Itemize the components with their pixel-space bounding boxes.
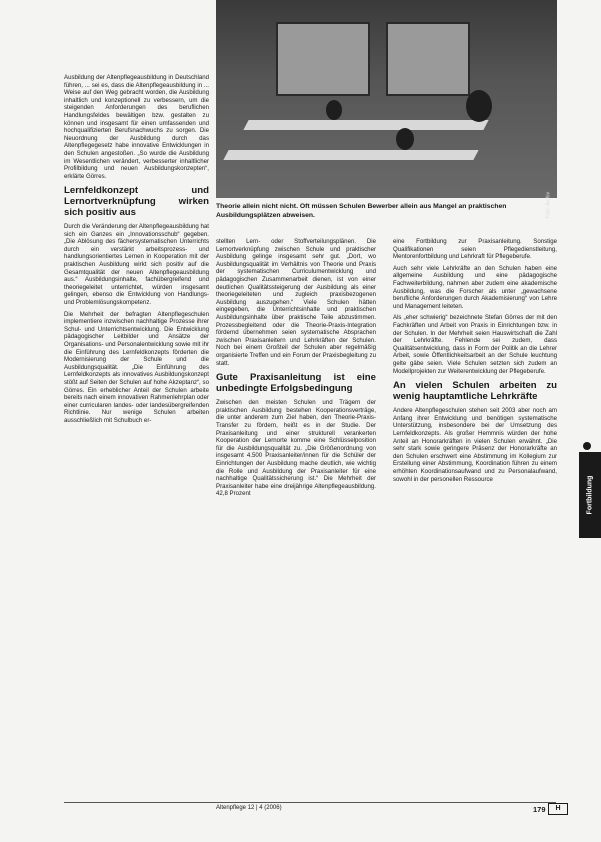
student-figure (466, 90, 492, 122)
photo-credit: Foto: Archiv (545, 192, 551, 219)
section-tab (579, 452, 601, 538)
paragraph: Durch die Veränderung der Altenpflegeausbildung hat sich ein Ganzes ein „Innovationsschub“ gegeben. „Die Ablösung des fächersystematischen Unterrichts durch ein verstärkt arbeitsprozess- und handlungsorientiertes Lernen in Kooperation mit der praktischen Ausbildung wirkt sich positiv auf die Gesamtqualität der neuen Altenpflegeausbildung aus.“ Ausbildungsinhalte, fachübergreifend und theoriegeleitet unterrichtet, würden insgesamt gelingen, ebenso die Entwicklung von Handlungs- und Problemlösungskompetenz. (64, 223, 209, 307)
paragraph: eine Fortbildung zur Praxisanleitung. Sonstige Qualifikationen seien Pflegedienstleitung, Mentorenfortbildung und Lehrkraft für Pflegeberufe. (393, 238, 557, 261)
section-heading: An vielen Schulen arbeiten zu wenig hauptamtliche Lehrkräfte (393, 380, 557, 402)
paragraph: Andere Altenpflegeschulen stehen seit 2003 aber noch am Anfang ihrer Entwicklung und benötigen systematische Unterstützung, insbesondere bei der Umsetzung des Lernfeldkonzepts. Als großer Hemmnis würden der hohe Anteil an Honorarkräften in vielen Schulen erwähnt. „Die sehr stark sowie geringere Präsenz der Honorarkräfte an den Schulen erschwert eine Abstimmung im Kollegium zur Erstellung einer Abstimmung, Koordination führen zu einem erhöhten Koordinationsaufwand und zu Personalaufwand, sowohl in der personellen Ressource (393, 407, 557, 483)
window-shape (276, 22, 370, 96)
paragraph: Auch sehr viele Lehrkräfte an den Schulen haben eine allgemeine Ausbildung und eine pädagogische Fachweiterbildung, nahmen aber zudem eine akademische Ausbildung, was die Forscher als unter „gewachsene berufliche Anforderungen durch Akademisierung“ von Lehre und Management leiteten. (393, 264, 557, 310)
desk-shape (223, 150, 478, 160)
text-column-2 (216, 238, 376, 798)
window-shape (386, 22, 470, 96)
student-figure (396, 128, 414, 150)
paragraph: Als „eher schwierig“ bezeichnete Stefan Görres der mit den Fachkräften und Arbeit von Praxis in Einrichtungen bzw. in der Schulen. In der Mehrheit seien Hauswirtschaft die Zahl der Lehrkräfte. Fehlende sei zudem, dass Qualitätsentwicklung, dass in Form der Politik an die Lehrer Arbeit, sowie Öffentlichkeitsarbeit an der Schule leuchtung gelte gäbe seien. Viele Schulen setzten sich zudem an Modellprojekten zur Weiterentwicklung der Pflegeberufe. (393, 314, 557, 375)
section-tab-label: Fortbildung (586, 475, 594, 515)
student-figure (326, 100, 342, 120)
paragraph: stellten Lern- oder Stoffverteilungsplänen. Die Lernortverknüpfung zwischen Schule und praktischer Ausbildung gelinge insgesamt sehr gut. „Dort, wo Ausbildungsqualität im Verhältnis von Theorie und Praxis der systematischen Curriculumentwicklung und pädagogischen Zusammenarbeit dienen, ist von einer deutlichen Qualitätssteigerung der Ausbildung als einer theoriegeleiteten und zugleich praxisbezogenen Ausbildung auszugehen.“ Viele Schulen hätten eingegeben, die Unterrichtsinhalte und praktischen Ausbildungsinhalte über praktische Teile abzustimmen. Prozessbegleitend oder die Theorie-Praxis-Integration fördernd übernehmen seien systematische Absprachen zwischen Praxisanleitern und Lehrkräften der Schulen. Noch bei einem Großteil der Schulen aber regelmäßig organisierte Treffen und ein Forum der Praxisbegleitung zu statt. (216, 238, 376, 367)
text-column-1 (64, 74, 209, 794)
section-heading: Lernfeldkonzept und Lernortverknüpfung wirken sich positiv aus (64, 185, 209, 218)
journal-reference: Altenpflege 12 | 4 (2006) (216, 805, 282, 811)
section-heading: Gute Praxisanleitung ist eine unbedingte Erfolgsbedingung (216, 372, 376, 394)
footer-divider (64, 802, 556, 803)
desk-shape (243, 120, 488, 130)
text-column-3 (393, 238, 557, 798)
page-number: 179 (533, 805, 546, 814)
photo-caption: Theorie allein nicht nicht. Oft müssen Schulen Bewerber allein aus Mangel an praktischen Ausbildungsplätzen abweisen. (216, 203, 507, 219)
paragraph: Ausbildung der Altenpflegeausbildung in Deutschland führen, ... sei es, dass die Altenpflegeausbildung in ... Weise auf den Weg gebracht worden, die Ausbildung inhaltlich und konzeptionell zu verbessern, um die steigenden Anforderungen des beruflichen Handlungsfeldes bewältigen bzw. gestalten zu können und insgesamt für einen umfassenden und hochqualifizierten Berufsnachwuchs zu sorgen. Die Neuordnung der Ausbildung durch das Altenpflegegesetz habe innovative Entwicklungen in den Schulen angestoßen. „So wurde die Ausbildung im Wesentlichen verändert, verbesserter inhaltlicher Profilbildung und neuen Ausbildungskonzepten“, erklärte Görres. (64, 74, 209, 180)
tab-marker-icon (583, 442, 591, 450)
publisher-logo: H (548, 803, 568, 815)
paragraph: Zwischen den meisten Schulen und Trägern der praktischen Ausbildung bestehen Kooperationsverträge, die unter anderem zum Ziel haben, den Theorie-Praxis-Transfer zu fördern, heißt es in der Studie. Der Praxisanleitung und einer strukturell verankerten Kooperation der Lernorte komme eine Schlüsselposition für die Ausbildungsqualität zu. „Die Größenordnung von insgesamt 4.500 Praxisanleiter/innen für die Schüler der Einrichtungen der Ausbildung mache deutlich, wie wichtig die Rolle und Ausbildung der Praxisanleiter für eine nachhaltige Qualitätssicherung ist.“ Die Mehrheit der Praxisanleiter habe eine dreijährige Altenpflegeausbildung. 42,8 Prozent (216, 399, 376, 498)
paragraph: Die Mehrheit der befragten Altenpflegeschulen implementiere inzwischen nachhaltige Prozesse ihrer Schul- und Unterrichtsentwicklung. Die Entwicklung pädagogischer Leitbilder und Ansätze der Organisations- und Personalentwicklung sowie mit ihr die Einführung des Lernfeldkonzepts förderten die Modernisierung der Schule und die Ausbildungsqualität. „Die Einführung des Lernfeldkonzepts als innovatives Ausbildungskonzept stößt auf Seiten der Schulen auf hohe Akzeptanz“, so Görres. Ein erheblicher Anteil der Schulen arbeite bereits nach einem innovativen Rahmenlehrplan oder einer curricularen landes- oder landesübergreifenden Richtlinie. Nur wenige Schulen arbeiten ausschließlich mit Schulbuch er- (64, 310, 209, 424)
